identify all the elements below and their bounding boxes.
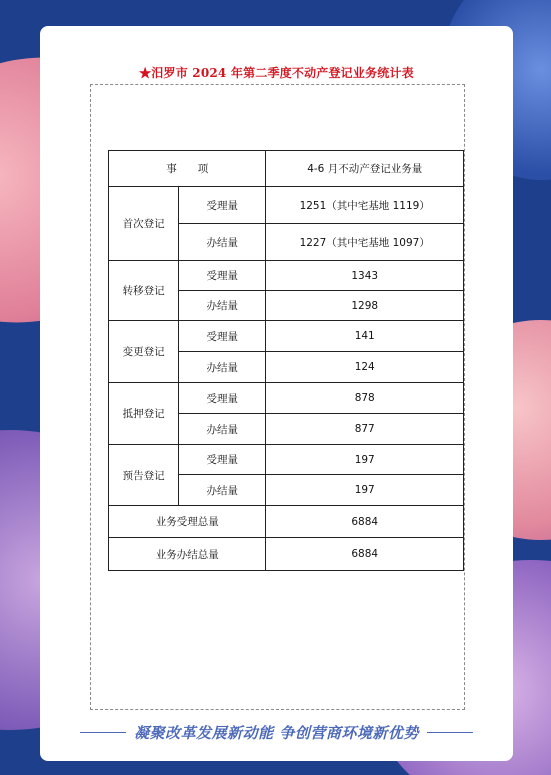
row-label: 办结量 bbox=[179, 475, 266, 506]
group-name: 转移登记 bbox=[109, 261, 179, 321]
row-label: 受理量 bbox=[179, 445, 266, 475]
group-name: 首次登记 bbox=[109, 187, 179, 261]
divider-line bbox=[427, 732, 473, 733]
statistics-table bbox=[108, 150, 464, 571]
row-value: 141 bbox=[266, 321, 464, 352]
row-label: 受理量 bbox=[179, 261, 266, 291]
row-value: 1298 bbox=[266, 291, 464, 321]
footer-slogan: 凝聚改革发展新动能 争创营商环境新优势 bbox=[134, 723, 419, 742]
table-row bbox=[109, 187, 464, 224]
table-row bbox=[109, 321, 464, 352]
table-row bbox=[109, 445, 464, 475]
group-name: 抵押登记 bbox=[109, 383, 179, 445]
table-row bbox=[109, 261, 464, 291]
row-value: 1227（其中宅基地 1097） bbox=[266, 224, 464, 261]
row-label: 办结量 bbox=[179, 291, 266, 321]
header-item: 事 项 bbox=[109, 151, 266, 187]
row-value: 877 bbox=[266, 414, 464, 445]
row-label: 受理量 bbox=[179, 321, 266, 352]
table-row bbox=[109, 383, 464, 414]
row-value: 197 bbox=[266, 445, 464, 475]
total-row bbox=[109, 538, 464, 571]
total-value: 6884 bbox=[266, 506, 464, 538]
total-row bbox=[109, 506, 464, 538]
table-header-row bbox=[109, 151, 464, 187]
group-name: 变更登记 bbox=[109, 321, 179, 383]
total-label: 业务办结总量 bbox=[109, 538, 266, 571]
row-value: 197 bbox=[266, 475, 464, 506]
row-label: 办结量 bbox=[179, 414, 266, 445]
row-label: 受理量 bbox=[179, 187, 266, 224]
group-name: 预告登记 bbox=[109, 445, 179, 506]
row-value: 878 bbox=[266, 383, 464, 414]
total-label: 业务受理总量 bbox=[109, 506, 266, 538]
row-value: 1343 bbox=[266, 261, 464, 291]
footer-slogan-bar bbox=[40, 720, 513, 744]
row-label: 办结量 bbox=[179, 224, 266, 261]
page-title: ★汨罗市 2024 年第二季度不动产登记业务统计表 bbox=[139, 66, 414, 80]
row-label: 办结量 bbox=[179, 352, 266, 383]
row-value: 124 bbox=[266, 352, 464, 383]
row-value: 1251（其中宅基地 1119） bbox=[266, 187, 464, 224]
total-value: 6884 bbox=[266, 538, 464, 571]
document-card bbox=[40, 26, 513, 761]
header-quantity: 4-6 月不动产登记业务量 bbox=[266, 151, 464, 187]
row-label: 受理量 bbox=[179, 383, 266, 414]
divider-line bbox=[80, 732, 126, 733]
